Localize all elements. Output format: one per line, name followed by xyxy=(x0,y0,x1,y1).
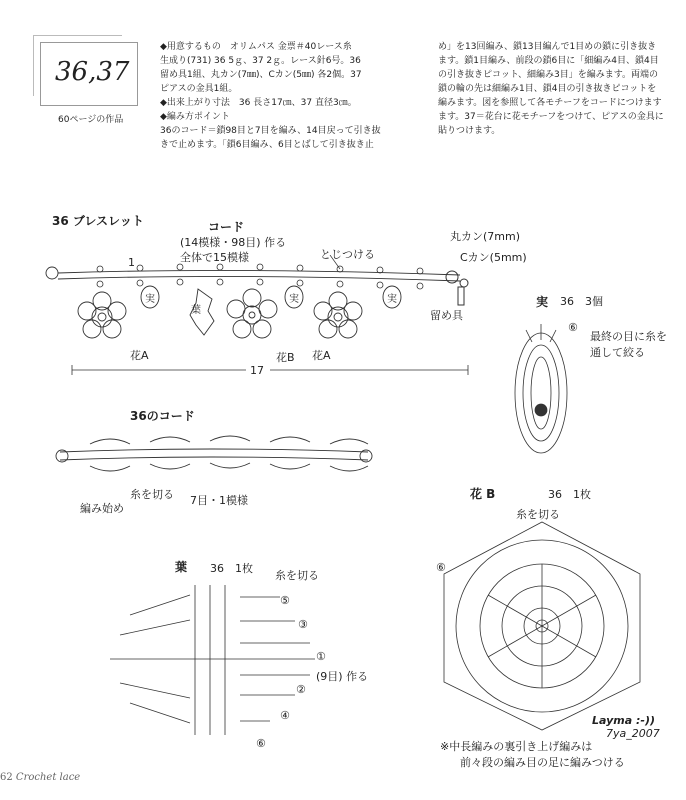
berry-mark: 実 xyxy=(145,294,155,305)
leaf-row-number: ③ xyxy=(298,618,308,631)
cord-cut-label: 糸を切る xyxy=(130,488,174,501)
flower-a-motif xyxy=(78,292,126,338)
size-line: ◆出来上がり寸法 36 長さ17㎝、37 直径3㎝。 xyxy=(160,98,357,108)
leaf-row-number: ⑤ xyxy=(280,594,290,607)
project-caption: 60ページの作品 xyxy=(58,115,124,125)
leaf-title: 葉 xyxy=(175,560,188,574)
ring-c-label: Cカン(5mm) xyxy=(460,251,527,264)
instructions-line: の引き抜きピコット、細編み3目」を編みます。両端の xyxy=(438,70,659,80)
leaf-chart xyxy=(100,575,320,755)
cord-repeat-label: 7目・1模様 xyxy=(190,494,248,507)
length-dimension xyxy=(72,365,468,375)
clasp-label: 留め具 xyxy=(430,309,463,322)
cord-note: 全体で15模様 xyxy=(180,251,249,264)
berry-mark: 実 xyxy=(387,294,397,305)
cord-start-label: 編み始め xyxy=(80,502,124,515)
points-line: 36のコード＝鎖98目と7目を編み、14目戻って引き抜 xyxy=(160,126,381,136)
berry-mark: 実 xyxy=(289,294,299,305)
ring-icon xyxy=(446,271,468,305)
flower-b-cut-label: 糸を切る xyxy=(516,508,560,521)
instructions-line: 編みます。図を参照して各モチーフをコードにつけます xyxy=(438,98,662,108)
leaf-row-number: ① xyxy=(316,650,326,663)
footer xyxy=(0,772,80,783)
length-label: 17 xyxy=(250,364,264,377)
berry-row-number: ⑥ xyxy=(568,321,578,334)
leaf-mark: 葉 xyxy=(191,305,201,316)
leaf-row-number: ⑥ xyxy=(256,737,266,750)
instructions-line: ます。鎖1目編み、前段の鎖6目に「細編み4目、鎖4目 xyxy=(438,56,659,66)
cord-chain xyxy=(46,267,460,281)
flower-a-label: 花A xyxy=(130,349,149,362)
berry-title: 実 xyxy=(536,295,549,309)
book-title: Crochet lace xyxy=(15,772,81,783)
berry-note: 最終の目に糸を xyxy=(590,330,667,343)
cord-diagram-title: 36のコード xyxy=(130,409,195,423)
watermark: Layma :-)) xyxy=(592,714,655,727)
footnote: 前々段の編み目の足に編みつける xyxy=(460,756,625,769)
footnote: ※中長編みの裏引き上げ編みは xyxy=(440,740,593,753)
instructions-line: 鎖の輪の先は細編み1目、鎖4目の引き抜きピコットを xyxy=(438,84,657,94)
bracelet-title: 36 ブレスレット xyxy=(52,214,144,228)
leaf-make-label: (9目) 作る xyxy=(316,670,369,683)
instructions-line: 貼りつけます。 xyxy=(438,126,501,136)
materials-line: ピアスの金具1組。 xyxy=(160,84,238,94)
ring-large-label: 丸カン(7mm) xyxy=(450,230,521,243)
cord-label: コード xyxy=(208,220,245,234)
cord-number: 1 xyxy=(128,256,135,269)
flower-a-motif xyxy=(314,292,362,338)
berry-qty: 36 3個 xyxy=(560,295,603,308)
flower-b-chart xyxy=(420,512,665,737)
flower-b-title: 花 B xyxy=(470,487,496,501)
leaf-qty: 36 1枚 xyxy=(210,562,253,575)
instructions-text xyxy=(438,40,664,138)
materials-line: 生成り(731) 36 5ｇ、37 2ｇ。レース針6号。36 xyxy=(160,56,361,66)
materials-line: 留め具1組、丸カン(7㎜)、Cカン(5㎜) 各2個。37 xyxy=(160,70,362,80)
flower-b-motif xyxy=(227,289,277,338)
flower-b-row-number: ⑥ xyxy=(436,561,446,574)
cord-chart xyxy=(50,430,380,480)
instructions-line: ます。37＝花台に花モチーフをつけて、ピアスの金具に xyxy=(438,112,664,122)
leaf-row-number: ② xyxy=(296,683,306,696)
project-number: 36,37 xyxy=(55,57,130,87)
cord-note: (14模様・98目) 作る xyxy=(180,236,287,249)
points-line: きで止めます。「鎖6目編み、6目とばして引き抜き止 xyxy=(160,140,374,150)
flower-b-label: 花B xyxy=(276,351,295,364)
join-label: とじつける xyxy=(320,248,375,261)
join-leader xyxy=(330,255,340,269)
instructions-line: め」を13回編み、鎖13目編んで1目めの鎖に引き抜き xyxy=(438,42,657,52)
leaf-row-number: ④ xyxy=(280,709,290,722)
flower-b-qty: 36 1枚 xyxy=(548,488,591,501)
materials-text xyxy=(160,40,381,152)
leaf-cut-label: 糸を切る xyxy=(275,569,319,582)
berry-chart xyxy=(506,318,576,468)
page-number: 62 xyxy=(0,772,13,783)
bracelet-diagram xyxy=(40,255,480,385)
project-number-frame xyxy=(33,35,122,96)
materials-line: ◆用意するもの オリムパス 金票＃40レース糸 xyxy=(160,42,352,52)
points-heading: ◆編み方ポイント xyxy=(160,112,230,122)
flower-a-label: 花A xyxy=(312,349,331,362)
berry-note: 通して絞る xyxy=(590,346,645,359)
watermark: 7ya_2007 xyxy=(606,727,660,740)
